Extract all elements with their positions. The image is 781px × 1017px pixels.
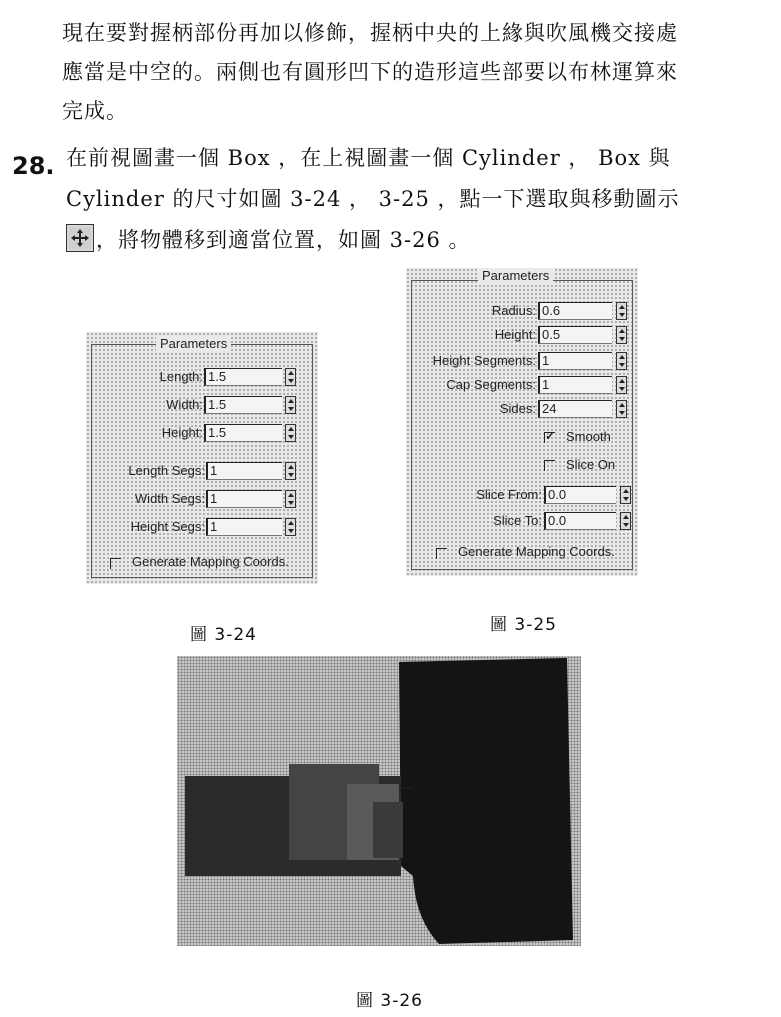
height-segments-row <box>406 352 536 372</box>
width-segs-label: Width Segs: <box>134 491 205 506</box>
height-spinner[interactable] <box>285 424 296 442</box>
width-spinner[interactable] <box>285 396 296 414</box>
sides-spinner[interactable] <box>616 400 627 418</box>
smooth-checkbox[interactable] <box>544 432 555 443</box>
cylinder-parameters-panel <box>406 268 638 576</box>
viewport-render <box>177 656 581 946</box>
select-and-move-icon[interactable] <box>66 224 94 252</box>
radius-row <box>406 302 536 322</box>
slice-from-row <box>406 486 542 506</box>
height-segs-label: Height Segs: <box>130 519 205 534</box>
height-field[interactable]: 1.5 <box>204 424 282 442</box>
sides-row <box>406 400 536 420</box>
panel-title: Parameters <box>478 268 553 283</box>
height-label: Height: <box>161 425 203 440</box>
sides-label: Sides: <box>499 401 536 416</box>
step-number: 28. <box>12 152 55 180</box>
width-segs-spinner[interactable] <box>285 490 296 508</box>
slice-to-spinner[interactable] <box>620 512 631 530</box>
slice-on-label: Slice On <box>566 457 616 472</box>
width-row <box>86 396 203 416</box>
height-segments-field[interactable]: 1 <box>538 352 612 370</box>
slice-to-label: Slice To: <box>493 513 542 528</box>
cylinder-side <box>373 802 403 858</box>
intro-line: 完成。 <box>62 99 128 123</box>
cyl-height-row <box>406 326 536 346</box>
radius-field[interactable]: 0.6 <box>538 302 612 320</box>
figure-caption: 圖 3-26 <box>356 991 423 1011</box>
height-segments-label: Height Segments: <box>432 353 536 368</box>
length-field[interactable]: 1.5 <box>204 368 282 386</box>
length-segs-field[interactable]: 1 <box>206 462 282 480</box>
cap-segments-row <box>406 376 536 396</box>
slice-to-field[interactable]: 0.0 <box>544 512 616 530</box>
cap-segments-label: Cap Segments: <box>446 377 536 392</box>
length-spinner[interactable] <box>285 368 296 386</box>
intro-line: 現在要對握柄部份再加以修飾，握柄中央的上緣與吹風機交接處 <box>62 21 678 45</box>
smooth-label: Smooth <box>566 429 611 444</box>
step-line: Cylinder 的尺寸如圖 3-24 ， 3-25 ，點一下選取與移動圖示 <box>66 187 680 211</box>
length-row <box>86 368 203 388</box>
height-segs-row <box>86 518 205 538</box>
height-segs-field[interactable]: 1 <box>206 518 282 536</box>
cyl-generate-mapping-label: Generate Mapping Coords. <box>458 544 615 559</box>
radius-spinner[interactable] <box>616 302 627 320</box>
width-field[interactable]: 1.5 <box>204 396 282 414</box>
radius-label: Radius: <box>491 303 536 318</box>
length-label: Length: <box>159 369 203 384</box>
height-segs-spinner[interactable] <box>285 518 296 536</box>
length-segs-label: Length Segs: <box>128 463 205 478</box>
intro-line: 應當是中空的。兩側也有圓形凹下的造形這些部要以布林運算來 <box>62 60 678 84</box>
cyl-generate-mapping-checkbox[interactable] <box>436 548 447 559</box>
viewport-scene <box>177 656 581 946</box>
box-parameters-panel <box>86 332 318 584</box>
slice-from-label: Slice From: <box>476 487 542 502</box>
step-line-tail: ，將物體移到適當位置，如圖 3-26 。 <box>96 228 471 252</box>
width-segs-field[interactable]: 1 <box>206 490 282 508</box>
length-segs-spinner[interactable] <box>285 462 296 480</box>
height-row <box>86 424 203 444</box>
figure-caption: 圖 3-24 <box>190 625 257 645</box>
length-segs-row <box>86 462 205 482</box>
intro-paragraph <box>62 14 752 131</box>
dryer-body-shape <box>399 658 573 944</box>
generate-mapping-checkbox[interactable] <box>110 558 121 569</box>
sides-field[interactable]: 24 <box>538 400 612 418</box>
cap-segments-field[interactable]: 1 <box>538 376 612 394</box>
step-line: 在前視圖畫一個 Box ，在上視圖畫一個 Cylinder ， Box 與 <box>66 146 671 170</box>
panel-title: Parameters <box>156 336 231 351</box>
step-line <box>66 220 746 261</box>
slice-from-field[interactable]: 0.0 <box>544 486 616 504</box>
cyl-height-spinner[interactable] <box>616 326 627 344</box>
cyl-height-label: Height: <box>494 327 536 342</box>
cyl-height-field[interactable]: 0.5 <box>538 326 612 344</box>
figure-caption: 圖 3-25 <box>490 615 557 635</box>
height-segments-spinner[interactable] <box>616 352 627 370</box>
generate-mapping-label: Generate Mapping Coords. <box>132 554 289 569</box>
cap-segments-spinner[interactable] <box>616 376 627 394</box>
slice-from-spinner[interactable] <box>620 486 631 504</box>
width-label: Width: <box>166 397 203 412</box>
slice-on-checkbox[interactable] <box>544 460 555 471</box>
width-segs-row <box>86 490 205 510</box>
step-instruction <box>66 138 746 261</box>
slice-to-row <box>406 512 542 532</box>
